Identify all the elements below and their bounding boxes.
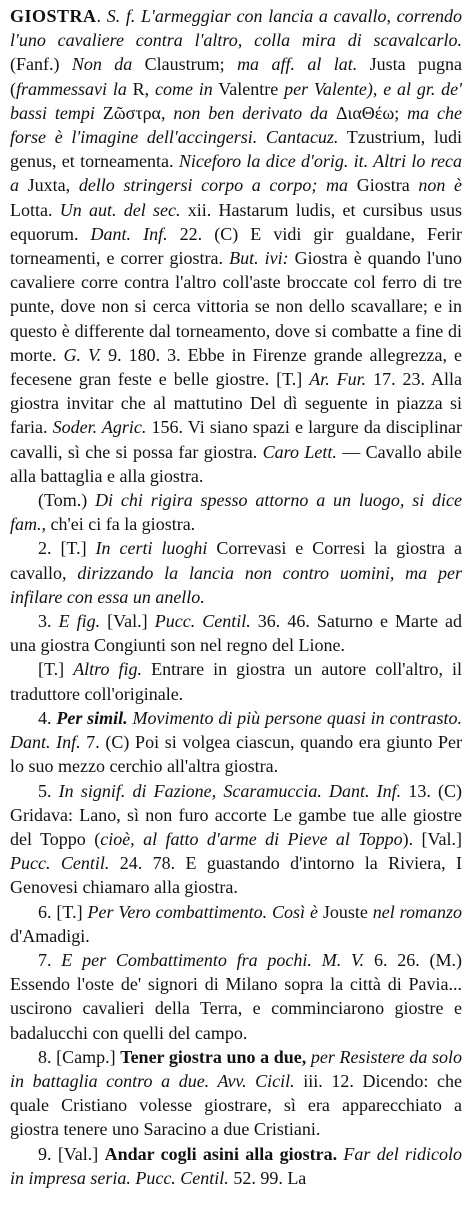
italic-text-segment: nel romanzo [372, 901, 463, 922]
italic-text-segment: Dant. Inf. [90, 223, 168, 244]
entry-headword-paragraph [10, 4, 462, 488]
italic-text-segment: Caro Lett. [262, 441, 337, 462]
italic-text-segment: Pucc. Centil. [154, 611, 251, 632]
italic-text-segment: cioè, al fatto d'arme di Pieve al Toppo [100, 828, 403, 849]
text-segment: 36. 46. Saturno e Marte ad una giostra Congiunti son nel regno del Lione. [10, 611, 463, 656]
text-segment: (Fanf.) [10, 54, 72, 75]
entry-sense-paragraph [10, 948, 462, 1045]
dictionary-entry-page [10, 4, 462, 1190]
text-segment: d'Amadigi. [10, 925, 90, 946]
text-segment: Claustrum; [132, 54, 238, 75]
entry-sense-paragraph [10, 1045, 462, 1142]
italic-text-segment: But. ivi: [229, 248, 289, 269]
italic-text-segment: ma che forse è l'imagine dell'accingersi. Cantacuz. [10, 102, 462, 148]
italic-text-segment: Movimento di più persone quasi in contrasto. Dant. Inf. [10, 707, 463, 753]
text-segment: Tzustrium, ludi genus, et torneamenta. [10, 127, 462, 172]
text-segment: 13. (C) Gridava: Lano, sì non furo accorte Le gambe tue alle giostre del Toppo ( [10, 780, 462, 849]
text-segment: Jouste [317, 901, 373, 922]
entry-sense-paragraph [10, 536, 462, 609]
text-segment: ch'ei ci fa la giostra. [46, 514, 196, 535]
text-segment: Giostra [348, 175, 419, 196]
text-segment: 5. [38, 780, 59, 801]
text-segment: Juxta, [19, 175, 79, 196]
text-segment: xii. Hastarum ludis, et cursibus usus equorum. [10, 199, 462, 244]
entry-sense-paragraph [10, 706, 462, 779]
text-segment: ). [Val.] [402, 828, 462, 849]
italic-text-segment: Far del ridicolo in impresa seria. Pucc. Centil. [10, 1143, 463, 1188]
text-segment: 7. (C) Poi si volgea ciascun, quando era giunto Per lo suo mezzo cerchio all'altra giostra. [10, 732, 462, 777]
text-segment: 52. 99. La [228, 1167, 307, 1188]
text-segment: Valentre [212, 78, 285, 99]
text-segment: Giostra è quando l'uno cavaliere corre contra l'altro coll'aste broccate col ferro di tre punte, dove non si cerca vittoria se non dello scavallare; e in questo è differente dal torneamento, dove si combatte a fine di morte. [10, 248, 463, 365]
text-segment: 9. [Val.] [38, 1143, 105, 1164]
italic-text-segment: ma aff. al lat. [237, 54, 358, 75]
text-segment: — Cavallo abile alla battaglia e alla giostra. [10, 441, 462, 486]
text-segment: . [96, 6, 107, 26]
text-segment: ΔιαΘέω; [328, 102, 408, 123]
text-segment: 17. 23. Alla giostra invitar che al mattutino Del dì seguente in piazza si faria. [10, 369, 463, 438]
italic-text-segment: In signif. di Fazione, Scaramuccia. Dant. Inf. [58, 780, 402, 801]
italic-text-segment: Per Vero combattimento. Così è [87, 901, 318, 922]
italic-text-segment: E fig. [58, 611, 101, 632]
bold-phrase: Tener giostra uno a due, [120, 1046, 307, 1067]
text-segment: 9. 180. 3. Ebbe in Firenze grande allegrezza, e fecesene gran feste e belle giostre. [T.] [10, 344, 462, 390]
italic-text-segment: Soder. Agric. [52, 417, 147, 438]
entry-sense-paragraph [10, 779, 462, 900]
text-segment: Lotta. [10, 199, 60, 220]
text-segment: iii. 12. Dicendo: che quale Cristiano volesse giostrare, sì era apparecchiato a giostra tenere uno Saracino a due Cristiani. [10, 1070, 463, 1140]
italic-text-segment: come in [154, 78, 213, 99]
entry-sense-paragraph [10, 609, 462, 657]
italic-text-segment: dirizzando la lancia non contro uomini, ma per infilare con essa un anello. [10, 562, 462, 607]
entry-sense-paragraph [10, 488, 462, 536]
text-segment: [Val.] [100, 611, 155, 632]
italic-text-segment: Un aut. del sec. [59, 199, 181, 220]
italic-text-segment: per Valente), e al gr. de' bassi tempi [10, 78, 463, 123]
text-segment: [T.] [38, 659, 74, 680]
text-segment: 7. [38, 949, 62, 970]
text-segment: 8. [Camp.] [38, 1046, 121, 1067]
italic-text-segment: Altro fig. [73, 659, 143, 680]
text-segment: Justa pugna ( [10, 54, 462, 99]
italic-text-segment: E per Combattimento fra pochi. M. V. [61, 949, 365, 970]
italic-text-segment: Non da [71, 54, 133, 75]
italic-text-segment: Ar. Fur. [309, 369, 367, 390]
entry-sense-paragraph [10, 657, 462, 705]
text-segment: (Tom.) [38, 490, 96, 511]
italic-text-segment: In certi luoghi [95, 538, 208, 559]
text-segment: Correvasi e Corresi la giostra a cavallo, [10, 538, 463, 583]
italic-text-segment: Pucc. Centil. [10, 853, 110, 874]
text-segment: 3. [38, 611, 59, 632]
text-segment: 156. Vi siano spazi e largure da disciplinar cavalli, sì che si possa far giostra. [10, 417, 462, 462]
italic-text-segment: per Resistere da solo in battaglia contro a due. Avv. Cicil. [10, 1046, 463, 1091]
text-segment: 4. [38, 707, 57, 728]
headword: GIOSTRA [10, 6, 97, 26]
italic-text-segment: dello stringersi corpo a corpo; ma [78, 175, 349, 196]
italic-text-segment: S. f. L'armeggiar con lancia a cavallo, correndo l'uno cavaliere contra l'altro, colla mira di scavalcarlo. [10, 6, 462, 51]
text-segment: 2. [T.] [38, 538, 96, 559]
text-segment: Ζῶστρα, [94, 102, 174, 123]
italic-text-segment: non ben derivato da [173, 102, 329, 123]
italic-text-segment: G. V. [63, 344, 102, 365]
text-segment: 6. [T.] [38, 901, 88, 922]
italic-text-segment: Niceforo la dice d'orig. it. Altri lo reca a [10, 151, 462, 196]
italic-text-segment: non è [418, 175, 463, 196]
text-segment: R, [126, 78, 155, 99]
entry-sense-paragraph [10, 1142, 462, 1190]
italic-text-segment: Di chi rigira spesso attorno a un luogo, si dice fam., [10, 490, 463, 535]
bold-phrase: Andar cogli asini alla giostra. [104, 1143, 338, 1164]
text-segment: 24. 78. E guastando d'intorno la Riviera, I Genovesi chiamaro alla giostra. [10, 853, 462, 898]
text-segment: Entrare in giostra un autore coll'altro, il traduttore coll'originale. [10, 659, 462, 704]
text-segment: 6. 26. (M.) Essendo l'oste de' signori di Milano sopra la città di Pavia... uscirono cavalieri della Terra, e comminciarono giostre e badalucchi con quelli del campo. [10, 949, 463, 1043]
italic-text-segment: frammessavi la [16, 78, 127, 99]
bold-phrase: Per simil. [56, 707, 128, 728]
entry-sense-paragraph [10, 900, 462, 948]
text-segment: 22. (C) E vidi gir gualdane, Ferir torneamenti, e correr giostra. [10, 223, 462, 269]
